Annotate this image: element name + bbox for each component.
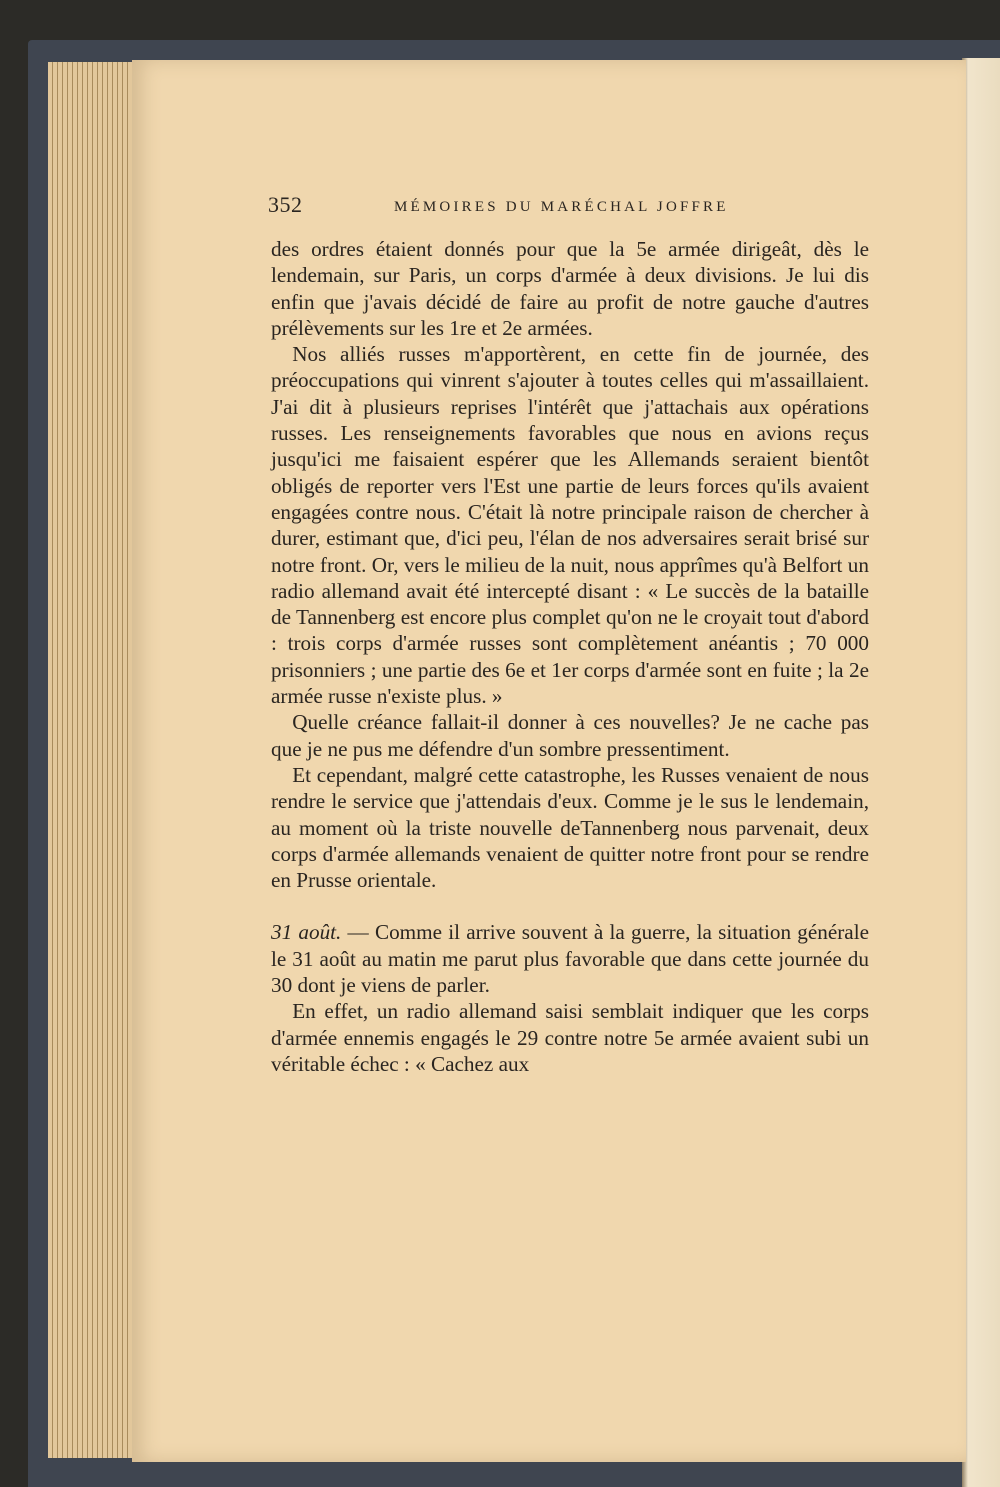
date-label: 31 août.	[271, 920, 342, 945]
facing-page-edge	[962, 58, 1000, 1487]
paragraph: Quelle créance fallait-il donner à ces nouvelles? Je ne cache pas que je ne pus me défendre d'un sombre pressentiment.	[271, 710, 869, 761]
paragraph: des ordres étaient donnés pour que la 5e armée dirigeât, dès le lendemain, sur Paris, un corps d'armée à deux divisions. Je lui dis enfin que j'avais décidé de faire au profit de notre gauche d'autres prélèvements sur les 1re et 2e armées.	[271, 237, 869, 340]
paragraph: Nos alliés russes m'apportèrent, en cette fin de journée, des préoccupations qui vinrent s'ajouter à toutes celles qui m'assaillaient. J'ai dit à plusieurs reprises l'intérêt que j'attachais aux opérations russes. Les renseignements favorables que nous en avions reçus jusqu'ici me faisaient espérer que les Allemands seraient bientôt obligés de reporter vers l'Est une partie de leurs forces qu'ils avaient engagées contre nous. C'était là notre principale raison de chercher à durer, estimant que, d'ici peu, l'élan de nos adversaires serait brisé sur notre front. Or, vers le milieu de la nuit, nous apprîmes qu'à Belfort un radio allemand avait été intercepté disant : « Le succès de la bataille de Tannenberg est encore plus complet qu'on ne le croyait tout d'abord : trois corps d'armée russes sont complètement anéantis ; 70 000 prisonniers ; une partie des 6e et 1er corps d'armée sont en fuite ; la 2e armée russe n'existe plus. »	[271, 342, 869, 709]
paragraph: En effet, un radio allemand saisi semblait indiquer que les corps d'armée ennemis engagés le 29 contre notre 5e armée avaient subi un véritable échec : « Cachez aux	[271, 999, 869, 1076]
page-header	[268, 190, 870, 226]
body-text	[271, 236, 869, 1077]
page-edges	[48, 62, 138, 1458]
paragraph: Et cependant, malgré cette catastrophe, les Russes venaient de nous rendre le service que j'attendais d'eux. Comme je le sus le lendemain, au moment où la triste nouvelle deTannenberg nous parvenait, deux corps d'armée allemands venaient de quitter notre front pour se rendre en Prusse orientale.	[271, 762, 869, 893]
dated-paragraph-text: — Comme il arrive souvent à la guerre, la situation générale le 31 août au matin me parut plus favorable que dans cette journée du 30 dont je viens de parler.	[271, 920, 869, 998]
running-title: MÉMOIRES DU MARÉCHAL JOFFRE	[394, 199, 729, 215]
page-number: 352	[268, 192, 303, 217]
dated-paragraph	[271, 919, 869, 998]
